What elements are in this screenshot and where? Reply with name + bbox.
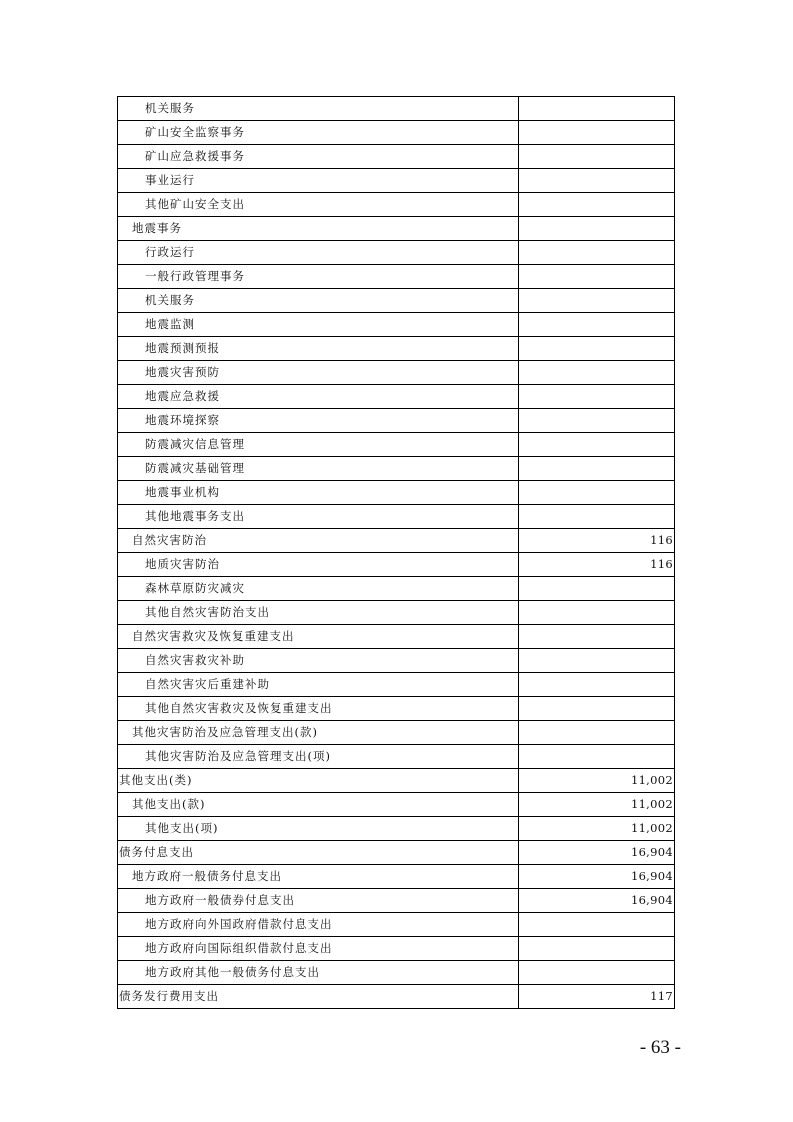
expenditure-amount — [519, 217, 675, 241]
table-row — [118, 769, 675, 793]
expenditure-item-name: 防震减灾信息管理 — [118, 433, 519, 457]
expenditure-item-name: 其他支出(项) — [118, 817, 519, 841]
expenditure-item-name: 其他自然灾害救灾及恢复重建支出 — [118, 697, 519, 721]
expenditure-amount: 11,002 — [519, 817, 675, 841]
expenditure-item-name: 其他矿山安全支出 — [118, 193, 519, 217]
expenditure-item-name: 一般行政管理事务 — [118, 265, 519, 289]
expenditure-item-name: 矿山应急救援事务 — [118, 145, 519, 169]
table-row — [118, 817, 675, 841]
table-row — [118, 457, 675, 481]
expenditure-amount: 116 — [519, 529, 675, 553]
table-row — [118, 793, 675, 817]
expenditure-item-name: 地震应急救援 — [118, 385, 519, 409]
expenditure-amount — [519, 409, 675, 433]
expenditure-amount: 16,904 — [519, 841, 675, 865]
table-row — [118, 625, 675, 649]
expenditure-item-name: 机关服务 — [118, 97, 519, 121]
expenditure-amount — [519, 337, 675, 361]
expenditure-amount: 11,002 — [519, 793, 675, 817]
expenditure-amount — [519, 961, 675, 985]
expenditure-amount — [519, 265, 675, 289]
expenditure-item-name: 地质灾害防治 — [118, 553, 519, 577]
table-row — [118, 481, 675, 505]
expenditure-item-name: 债务发行费用支出 — [118, 985, 519, 1009]
table-row — [118, 745, 675, 769]
table-row — [118, 313, 675, 337]
page-number: - 63 - — [639, 1037, 681, 1058]
expenditure-item-name: 地震预测预报 — [118, 337, 519, 361]
expenditure-item-name: 地震事务 — [118, 217, 519, 241]
table-row — [118, 361, 675, 385]
expenditure-amount: 11,002 — [519, 769, 675, 793]
expenditure-item-name: 地震监测 — [118, 313, 519, 337]
expenditure-amount — [519, 625, 675, 649]
expenditure-item-name: 地方政府向国际组织借款付息支出 — [118, 937, 519, 961]
table-row — [118, 265, 675, 289]
table-row — [118, 385, 675, 409]
table-row — [118, 649, 675, 673]
expenditure-item-name: 矿山安全监察事务 — [118, 121, 519, 145]
expenditure-amount — [519, 385, 675, 409]
table-body — [118, 97, 675, 1009]
table-row — [118, 505, 675, 529]
table-row — [118, 553, 675, 577]
expenditure-item-name: 地方政府向外国政府借款付息支出 — [118, 913, 519, 937]
expenditure-item-name: 债务付息支出 — [118, 841, 519, 865]
expenditure-item-name: 地震事业机构 — [118, 481, 519, 505]
expenditure-amount — [519, 601, 675, 625]
table-row — [118, 289, 675, 313]
expenditure-amount — [519, 121, 675, 145]
table-row — [118, 721, 675, 745]
expenditure-amount — [519, 169, 675, 193]
expenditure-amount — [519, 697, 675, 721]
table-row — [118, 985, 675, 1009]
table-row — [118, 697, 675, 721]
expenditure-amount — [519, 577, 675, 601]
table-row — [118, 433, 675, 457]
expenditure-item-name: 森林草原防灾减灾 — [118, 577, 519, 601]
expenditure-item-name: 行政运行 — [118, 241, 519, 265]
table-row — [118, 169, 675, 193]
table-row — [118, 241, 675, 265]
expenditure-amount — [519, 745, 675, 769]
expenditure-item-name: 防震减灾基础管理 — [118, 457, 519, 481]
table-row — [118, 409, 675, 433]
expenditure-amount — [519, 289, 675, 313]
table-row — [118, 529, 675, 553]
table-row — [118, 121, 675, 145]
table-row — [118, 673, 675, 697]
expenditure-amount — [519, 313, 675, 337]
table-row — [118, 97, 675, 121]
expenditure-item-name: 地震灾害预防 — [118, 361, 519, 385]
expenditure-item-name: 其他支出(款) — [118, 793, 519, 817]
table-row — [118, 841, 675, 865]
table-row — [118, 337, 675, 361]
table-row — [118, 217, 675, 241]
expenditure-item-name: 地方政府一般债务付息支出 — [118, 865, 519, 889]
expenditure-item-name: 自然灾害防治 — [118, 529, 519, 553]
table-row — [118, 889, 675, 913]
expenditure-item-name: 机关服务 — [118, 289, 519, 313]
expenditure-item-name: 其他地震事务支出 — [118, 505, 519, 529]
expenditure-item-name: 其他自然灾害防治支出 — [118, 601, 519, 625]
expenditure-amount: 16,904 — [519, 889, 675, 913]
expenditure-item-name: 其他灾害防治及应急管理支出(款) — [118, 721, 519, 745]
expenditure-amount — [519, 913, 675, 937]
expenditure-amount: 116 — [519, 553, 675, 577]
expenditure-item-name: 事业运行 — [118, 169, 519, 193]
expenditure-amount — [519, 241, 675, 265]
expenditure-item-name: 其他支出(类) — [118, 769, 519, 793]
expenditure-amount — [519, 505, 675, 529]
table-row — [118, 193, 675, 217]
expenditure-item-name: 地方政府一般债券付息支出 — [118, 889, 519, 913]
table-row — [118, 961, 675, 985]
expenditure-amount — [519, 457, 675, 481]
expenditure-amount — [519, 145, 675, 169]
table-row — [118, 865, 675, 889]
expenditure-amount — [519, 673, 675, 697]
table-row — [118, 937, 675, 961]
expenditure-item-name: 自然灾害灾后重建补助 — [118, 673, 519, 697]
expenditure-item-name: 自然灾害救灾补助 — [118, 649, 519, 673]
table-row — [118, 913, 675, 937]
expenditure-amount — [519, 433, 675, 457]
expenditure-item-name: 其他灾害防治及应急管理支出(项) — [118, 745, 519, 769]
expenditure-amount — [519, 937, 675, 961]
expenditure-item-name: 地方政府其他一般债务付息支出 — [118, 961, 519, 985]
expenditure-amount — [519, 481, 675, 505]
expenditure-amount: 117 — [519, 985, 675, 1009]
table-row — [118, 145, 675, 169]
expenditure-amount — [519, 193, 675, 217]
expenditure-amount — [519, 649, 675, 673]
expenditure-amount: 16,904 — [519, 865, 675, 889]
expenditure-amount — [519, 97, 675, 121]
table-row — [118, 601, 675, 625]
expenditure-item-name: 自然灾害救灾及恢复重建支出 — [118, 625, 519, 649]
expenditure-amount — [519, 361, 675, 385]
table-row — [118, 577, 675, 601]
expenditure-amount — [519, 721, 675, 745]
expenditure-item-name: 地震环境探察 — [118, 409, 519, 433]
budget-expenditure-table — [117, 96, 675, 1009]
